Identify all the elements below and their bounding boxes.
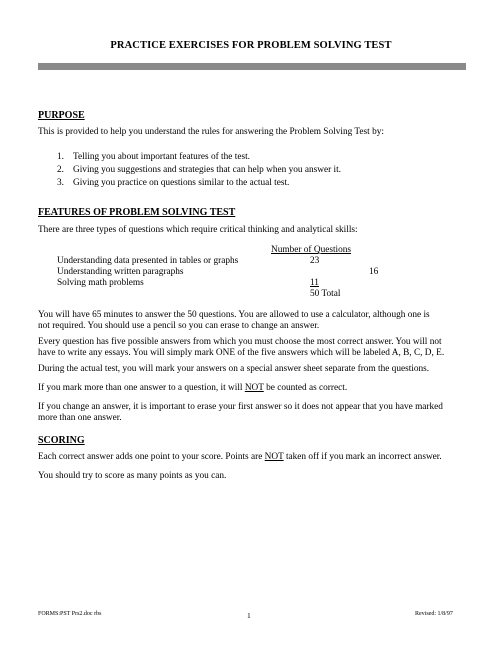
list-item-number: 2.: [57, 165, 64, 175]
table-row-label: Understanding written paragraphs: [57, 267, 184, 277]
paragraph-line: not required. You should use a pencil so you can erase to change an answer.: [38, 321, 320, 332]
table-row-count: 11: [310, 278, 319, 288]
list-item-text: Giving you suggestions and strategies that can help when you answer it.: [73, 165, 342, 175]
paragraph: [38, 402, 468, 424]
table-row-count: 16: [369, 267, 379, 277]
paragraph-text: If you mark more than one answer to a question, it will: [38, 383, 245, 393]
document-title: PRACTICE EXERCISES FOR PROBLEM SOLVING TEST: [110, 40, 392, 51]
table-row-label: Understanding data presented in tables or graphs: [57, 256, 239, 266]
paragraph: [38, 383, 468, 394]
paragraph: [38, 337, 468, 359]
table-header: Number of Questions: [271, 245, 352, 255]
list-item: [57, 165, 341, 176]
paragraph: [38, 452, 468, 463]
list-item-text: Giving you practice on questions similar to the actual test.: [73, 178, 290, 188]
footer-right: Revised: 1/8/97: [415, 611, 453, 617]
paragraph-line: have to write any essays. You will simply mark ONE of the five answers which will be labeled A, B, C, D, E.: [38, 348, 445, 359]
list-item: [57, 178, 289, 189]
scoring-heading: SCORING: [38, 435, 85, 446]
list-item-number: 1.: [57, 152, 64, 162]
table-row-label: Solving math problems: [57, 278, 144, 288]
footer-left: FORMS:PST Prs2.doc rbs: [38, 611, 102, 617]
paragraph-line: If you change an answer, it is important to erase your first answer so it does not appear that you have marked: [38, 402, 443, 412]
paragraph-line: more than one answer.: [38, 413, 122, 424]
paragraph-text: Each correct answer adds one point to your score. Points are: [38, 452, 265, 462]
not-emphasis: NOT: [244, 383, 264, 393]
purpose-intro: This is provided to help you understand the rules for answering the Problem Solving Test by:: [38, 127, 384, 137]
page-number: 1: [247, 611, 251, 620]
paragraph-text: be counted as correct.: [263, 383, 348, 393]
list-item: [57, 152, 250, 163]
features-intro: There are three types of questions which require critical thinking and analytical skills:: [38, 225, 358, 235]
paragraph: [38, 310, 468, 332]
paragraph-line: Every question has five possible answers from which you must choose the most correct answer. You will not: [38, 337, 442, 347]
paragraph: You should try to score as many points as you can.: [38, 471, 227, 481]
paragraph-text: taken off if you mark an incorrect answer.: [283, 452, 442, 462]
paragraph-line: You will have 65 minutes to answer the 50 questions. You are allowed to use a calculator, although one is: [38, 310, 430, 320]
list-item-text: Telling you about important features of the test.: [73, 152, 250, 162]
features-heading: FEATURES OF PROBLEM SOLVING TEST: [38, 207, 236, 218]
table-row-count: 23: [310, 256, 320, 266]
table-total: 50 Total: [310, 289, 341, 299]
list-item-number: 3.: [57, 178, 64, 188]
not-emphasis: NOT: [264, 452, 284, 462]
title-rule: [38, 63, 466, 70]
purpose-heading: PURPOSE: [38, 110, 85, 121]
paragraph: During the actual test, you will mark your answers on a special answer sheet separate from the questions.: [38, 364, 430, 374]
